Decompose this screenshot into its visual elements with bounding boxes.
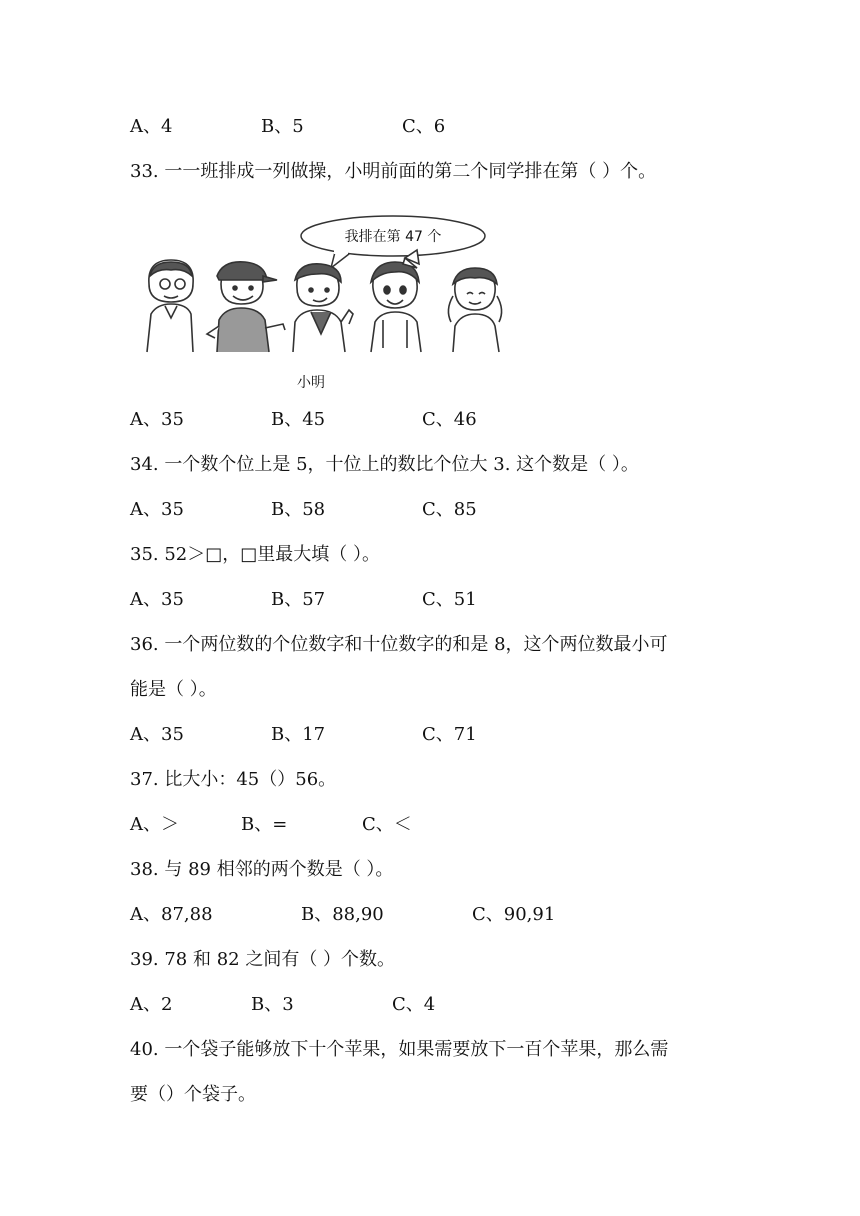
option-c: C、6 (402, 116, 446, 137)
question-38: 38. 与 89 相邻的两个数是（ ）。 (130, 859, 394, 880)
child-4 (371, 250, 421, 352)
option-c: C、4 (392, 994, 436, 1015)
option-c: C、71 (422, 724, 477, 745)
child-5 (448, 268, 501, 352)
figure-caption: 小明 (297, 375, 325, 391)
question-40-line-2: 要（）个袋子。 (130, 1084, 256, 1105)
option-a: A、87,88 (130, 904, 213, 925)
option-a: A、35 (130, 409, 184, 430)
option-c: C、90,91 (472, 904, 556, 925)
option-c: C、46 (422, 409, 477, 430)
option-a: A、＞ (130, 814, 179, 835)
question-40-line-1: 40. 一个袋子能够放下十个苹果，如果需要放下一百个苹果，那么需 (130, 1039, 669, 1060)
line-of-children-illustration (135, 210, 515, 395)
question-36-line-2: 能是（ ）。 (130, 679, 217, 700)
question-39: 39. 78 和 82 之间有（ ）个数。 (130, 949, 396, 970)
speech-bubble (301, 216, 485, 268)
option-b: B、= (241, 814, 288, 835)
question-36-line-1: 36. 一个两位数的个位数字和十位数字的和是 8，这个两位数最小可 (130, 634, 668, 655)
option-c: C、51 (422, 589, 477, 610)
option-b: B、57 (271, 589, 326, 610)
child-3-xiaoming (293, 264, 353, 352)
question-35: 35. 52＞□，□里最大填（ ）。 (130, 544, 380, 565)
option-a: A、35 (130, 499, 184, 520)
option-b: B、5 (261, 116, 304, 137)
child-1 (147, 260, 193, 352)
option-b: B、45 (271, 409, 326, 430)
option-b: B、58 (271, 499, 326, 520)
option-b: B、17 (271, 724, 326, 745)
option-a: A、35 (130, 589, 184, 610)
question-34: 34. 一个数个位上是 5，十位上的数比个位大 3. 这个数是（ ）。 (130, 454, 639, 475)
question-33: 33. 一一班排成一列做操，小明前面的第二个同学排在第（ ）个。 (130, 161, 657, 182)
option-c: C、85 (422, 499, 477, 520)
option-c: C、＜ (362, 814, 412, 835)
option-b: B、88,90 (301, 904, 384, 925)
option-a: A、4 (130, 116, 173, 137)
option-a: A、35 (130, 724, 184, 745)
question-37: 37. 比大小：45（）56。 (130, 769, 337, 790)
option-b: B、3 (251, 994, 294, 1015)
child-2 (207, 262, 285, 352)
bubble-text: 我排在第 47 个 (344, 229, 442, 245)
option-a: A、2 (130, 994, 173, 1015)
